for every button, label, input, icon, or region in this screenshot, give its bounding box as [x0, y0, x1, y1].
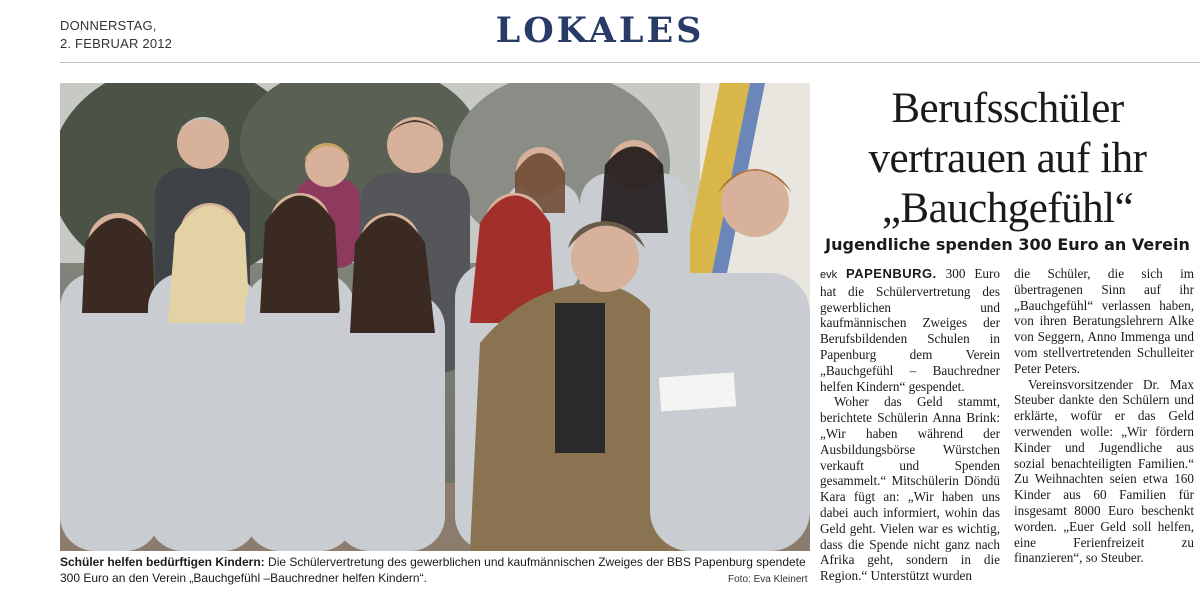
headline-line-2: vertrauen auf ihr — [868, 135, 1147, 182]
dateline-place: PAPENBURG. — [846, 266, 937, 281]
article-text: 300 Euro hat die Schülervertretung des gewerblichen und kaufmännischen Zweiges der Berufsbildenden Schulen in Papenburg dem Verein „Bauchgefühl – Bauchredner helfen Kindern“ gespendet. — [820, 266, 1001, 394]
article-paragraph: die Schüler, die sich im übertragenen Sinn auf ihr „Bauchgefühl“ verlassen haben, von ihren Beratungslehrern Alke von Seggern, Anno Immenga und vom stellvertretenden Schulleiter Peter Peters. — [1014, 266, 1194, 376]
photo-caption-text: Die Schülervertretung des gewerblichen und kaufmännischen Zweiges der BBS Papenburg spendete 300 Euro an den Verein „Bauchgefühl –Bauchredner helfen Kindern“. — [60, 555, 806, 585]
news-photo — [60, 83, 810, 551]
dateline-date: 2. FEBRUAR 2012 — [60, 36, 173, 51]
article-column-1 — [820, 266, 1000, 584]
author-kicker: evk — [820, 269, 838, 281]
dateline-weekday: DONNERSTAG, — [60, 18, 157, 33]
article-column-2 — [1014, 266, 1194, 566]
article-paragraph — [820, 266, 1000, 394]
photo-caption — [60, 554, 812, 586]
photo-illustration — [60, 83, 810, 551]
article-subheadline: Jugendliche spenden 300 Euro an Verein — [825, 235, 1190, 254]
headline-line-1: Berufsschüler — [891, 85, 1124, 132]
header-rule — [60, 62, 1200, 63]
article-paragraph: Woher das Geld stammt, berichtete Schülerin Anna Brink: „Wir haben während der Ausbildungsbörse Würstchen verkauft und Spenden gesammelt.“ Mitschülerin Döndü Kara fügt an: „Wir haben uns dabei auch informiert, wohin das Geld geht. Vielen war es wichtig, dass die Spende nicht ganz nach Afrika geht, sondern in die Region.“ Unterstützt wurden — [820, 394, 1000, 584]
article-paragraph: Vereinsvorsitzender Dr. Max Steuber dankte den Schülern und erklärte, wofür er das Geld verwenden wolle: „Wir fördern Kinder und Jugendliche aus sozial benachteiligten Familien.“ Zu Weihnachten seien etwa 160 Kinder aus 60 Familien für insgesamt 8000 Euro beschenkt worden. „Euer Geld soll helfen, eine Ferienfreizeit zu finanzieren“, so Steuber. — [1014, 376, 1194, 566]
headline-line-3: „Bauchgefühl“ — [881, 185, 1134, 232]
photo-caption-lead: Schüler helfen bedürftigen Kindern: — [60, 555, 265, 569]
photo-credit: Foto: Eva Kleinert — [728, 574, 808, 585]
article-headline — [820, 84, 1195, 234]
section-title: LOKALES — [495, 10, 705, 51]
